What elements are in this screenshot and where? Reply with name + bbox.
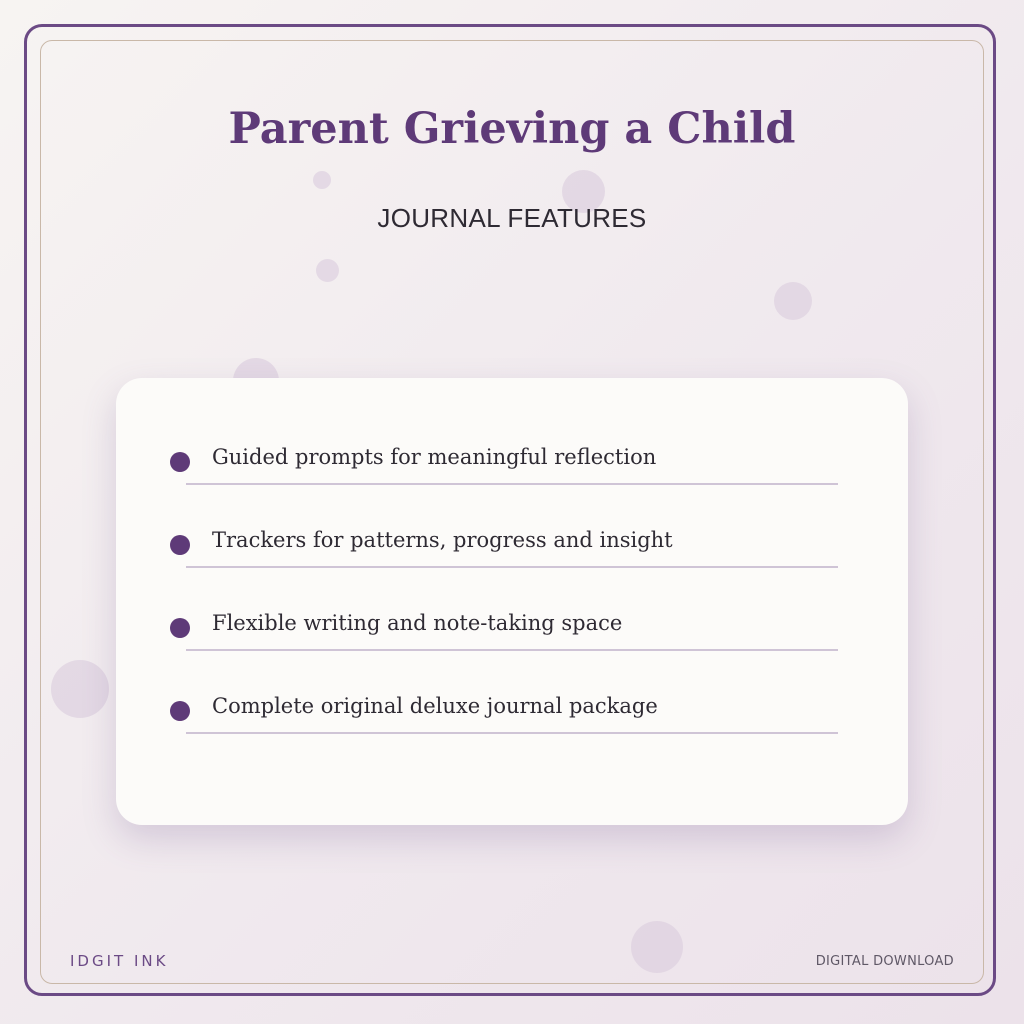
feature-label: Trackers for patterns, progress and insight [212,528,673,552]
decor-bubble [631,921,683,973]
feature-divider [186,483,838,485]
decor-bubble [316,259,339,282]
bullet-icon [170,535,190,555]
format-label: DIGITAL DOWNLOAD [815,954,954,969]
page-subtitle: JOURNAL FEATURES [377,203,647,233]
feature-item [168,611,838,657]
feature-label: Complete original deluxe journal package [212,694,658,718]
bullet-icon [170,618,190,638]
decor-bubble [313,171,331,189]
feature-divider [186,649,838,651]
feature-item [168,528,838,574]
bullet-icon [170,452,190,472]
feature-label: Guided prompts for meaningful reflection [212,445,657,469]
decor-bubble [774,282,812,320]
decor-bubble [51,660,109,718]
features-card [116,378,908,825]
page-title: Parent Grieving a Child [228,104,796,154]
feature-divider [186,732,838,734]
brand-name: IDGIT INK [70,952,169,970]
feature-label: Flexible writing and note-taking space [212,611,623,635]
bullet-icon [170,701,190,721]
feature-item [168,445,838,491]
feature-divider [186,566,838,568]
feature-item [168,694,838,740]
